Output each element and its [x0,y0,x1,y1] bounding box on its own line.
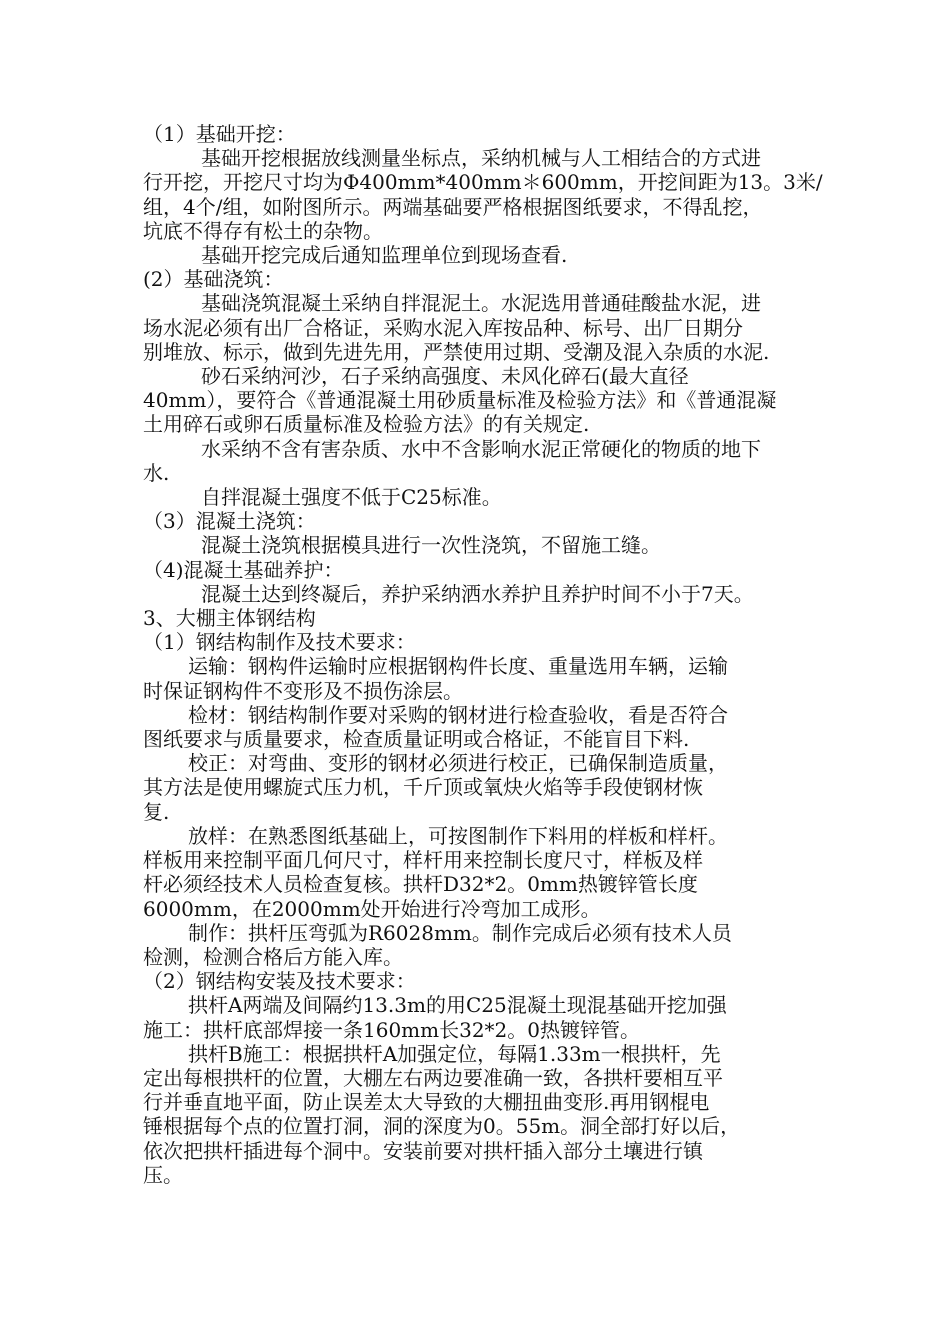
text-line: 组，4个/组，如附图所示。两端基础要严格根据图纸要求，不得乱挖， [143,194,763,219]
text-line: （4)混凝土基础养护： [143,557,344,582]
text-line: 定出每根拱杆的位置，大棚左右两边要准确一致，各拱杆要相互平 [143,1065,723,1090]
text-line: 基础浇筑混凝土采纳自拌混泥土。水泥选用普通硅酸盐水泥，进 [201,291,761,316]
document-page [143,122,823,1187]
text-line: 检材：钢结构制作要对采购的钢材进行检查验收，看是否符合 [188,702,728,727]
text-line: 3、大棚主体钢结构 [143,606,316,631]
text-line: 坑底不得存有松土的杂物。 [143,218,383,243]
text-line: 混凝土达到终凝后，养护采纳洒水养护且养护时间不小于7天。 [201,581,754,606]
text-line: 40mm），要符合《普通混凝土用砂质量标准及检验方法》和《普通混凝 [143,388,777,413]
text-line: 水采纳不含有害杂质、水中不含影响水泥正常硬化的物质的地下 [201,436,761,461]
text-line: 施工：拱杆底部焊接一条160mm长32*2。0热镀锌管。 [143,1017,641,1042]
text-line: 杆必须经技术人员检查复核。拱杆D32*2。0mm热镀锌管长度 [143,872,698,897]
text-line: 放样：在熟悉图纸基础上，可按图制作下料用的样板和样杆。 [188,823,728,848]
text-line: （3）混凝土浇筑： [143,509,316,534]
text-line: 时保证钢构件不变形及不损伤涂层。 [143,678,463,703]
text-line: (2）基础浇筑： [143,267,284,292]
text-line: 行开挖，开挖尺寸均为Φ400mm*400mm＊600mm，开挖间距为13。3米/ [143,170,823,195]
text-line: 混凝土浇筑根据模具进行一次性浇筑，不留施工缝。 [201,533,661,558]
text-line: 其方法是使用螺旋式压力机，千斤顶或氧炔火焰等手段使钢材恢 [143,775,703,800]
text-line: 水. [143,460,170,485]
text-line: （1）钢结构制作及技术要求： [143,630,416,655]
text-line: 拱杆B施工：根据拱杆A加强定位，每隔1.33m一根拱杆，先 [188,1041,721,1066]
text-line: 行并垂直地平面，防止误差太大导致的大棚扭曲变形.再用钢棍电 [143,1090,710,1115]
text-line: 检测，检测合格后方能入库。 [143,944,403,969]
text-line: （2）钢结构安装及技术要求： [143,969,416,994]
text-line: 场水泥必须有出厂合格证，采购水泥入库按品种、标号、出厂日期分 [143,315,743,340]
text-line: 土用碎石或卵石质量标准及检验方法》的有关规定. [143,412,590,437]
text-line: 校正：对弯曲、变形的钢材必须进行校正，已确保制造质量， [188,751,728,776]
text-line: 图纸要求与质量要求，检查质量证明或合格证，不能盲目下料. [143,727,690,752]
text-line: 拱杆A两端及间隔约13.3m的用C25混凝土现混基础开挖加强 [188,993,727,1018]
text-line: 自拌混凝土强度不低于C25标准。 [201,485,502,510]
text-line: 依次把拱杆插进每个洞中。安装前要对拱杆插入部分土壤进行镇 [143,1138,703,1163]
text-line: 复. [143,799,170,824]
text-line: 样板用来控制平面几何尺寸，样杆用来控制长度尺寸，样板及样 [143,848,703,873]
text-line: 制作：拱杆压弯弧为R6028mm。制作完成后必须有技术人员 [188,920,732,945]
text-line: 砂石采纳河沙，石子采纳高强度、未风化碎石(最大直径 [201,364,689,389]
text-line: 别堆放、标示，做到先进先用，严禁使用过期、受潮及混入杂质的水泥. [143,339,770,364]
text-line: 压。 [143,1162,183,1187]
text-line: 运输：钢构件运输时应根据钢构件长度、重量选用车辆，运输 [188,654,728,679]
text-line: 基础开挖完成后通知监理单位到现场查看. [201,243,568,268]
text-line: 6000mm，在2000mm处开始进行冷弯加工成形。 [143,896,601,921]
text-line: 锤根据每个点的位置打洞，洞的深度为0。55m。洞全部打好以后， [143,1114,741,1139]
text-line: （1）基础开挖： [143,122,296,146]
text-line: 基础开挖根据放线测量坐标点，采纳机械与人工相结合的方式进 [201,146,761,171]
